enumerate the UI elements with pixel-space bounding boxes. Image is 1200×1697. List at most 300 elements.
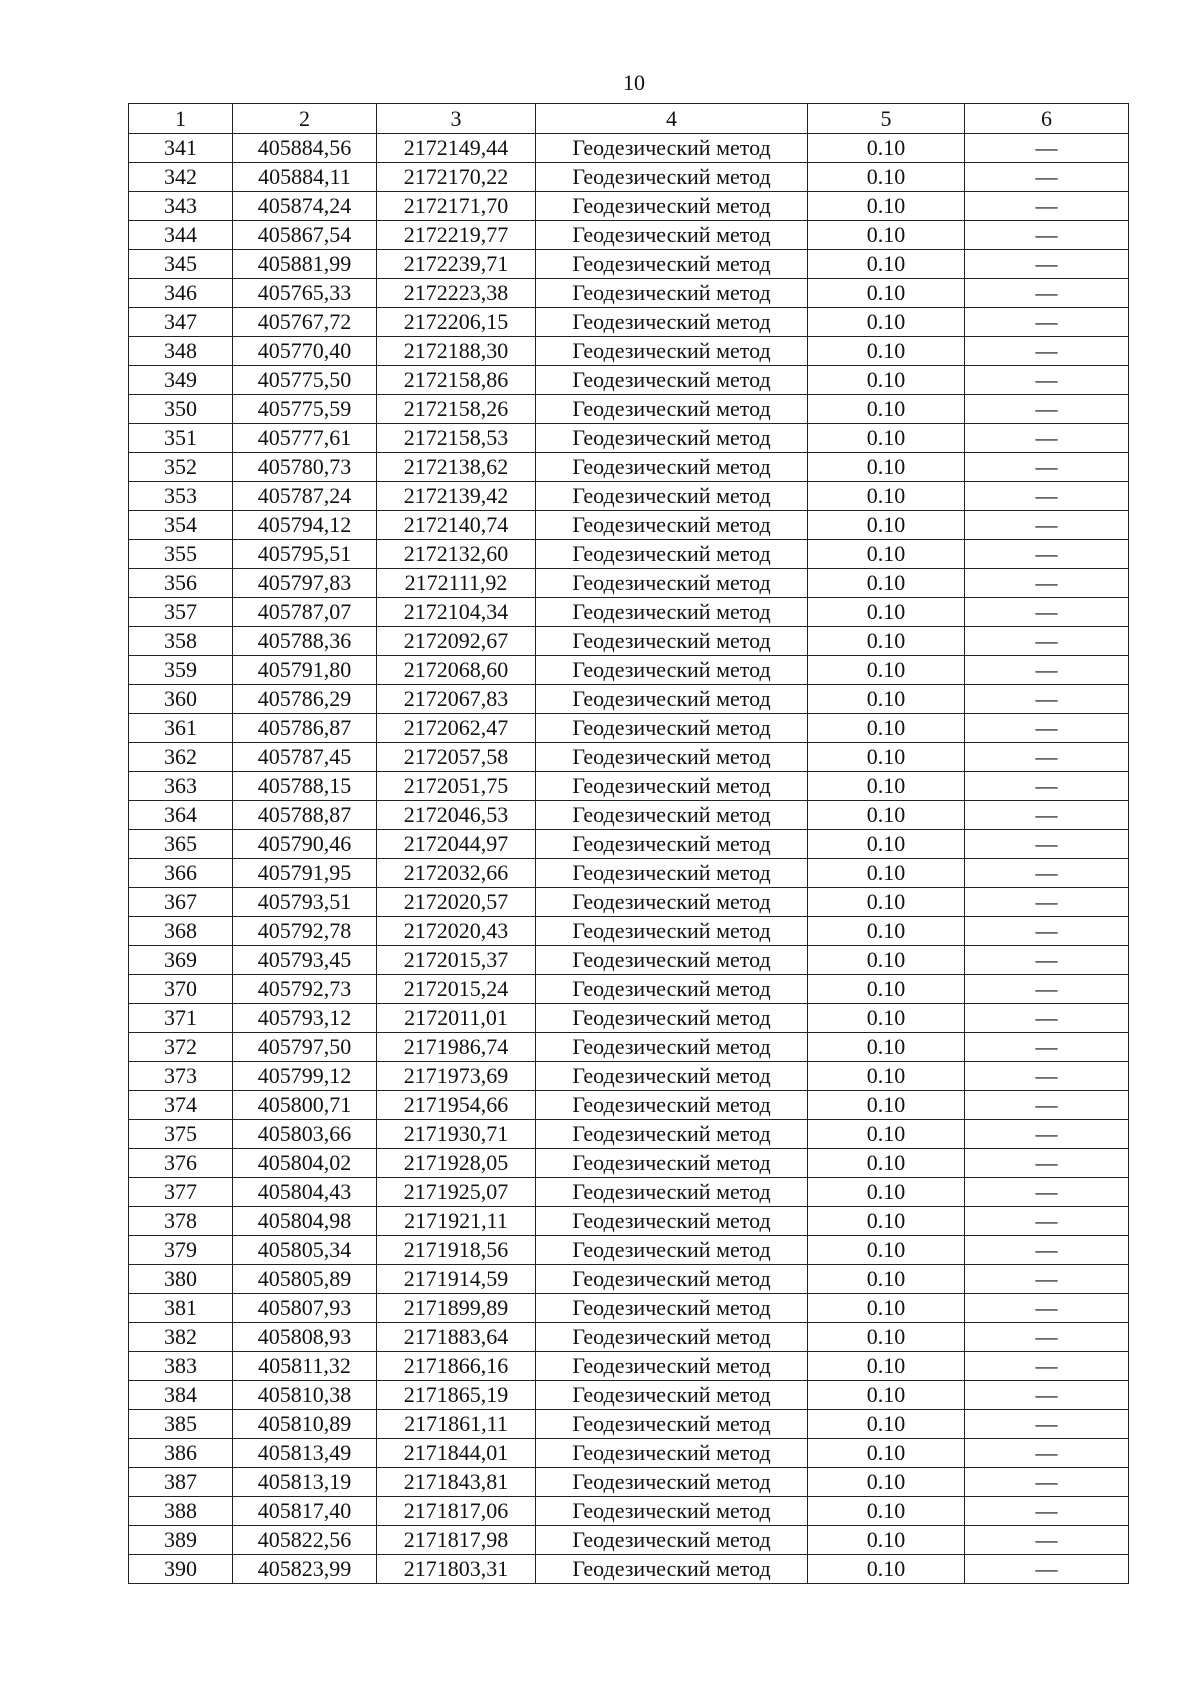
x-coordinate-cell: 405797,50 (233, 1033, 377, 1062)
method-cell: Геодезический метод (536, 366, 808, 395)
point-number-cell: 376 (129, 1149, 233, 1178)
note-cell: — (965, 453, 1129, 482)
x-coordinate-cell: 405788,15 (233, 772, 377, 801)
note-cell: — (965, 1236, 1129, 1265)
table-row (129, 308, 1129, 337)
y-coordinate-cell: 2172062,47 (377, 714, 536, 743)
accuracy-cell: 0.10 (808, 1352, 965, 1381)
y-coordinate-cell: 2172219,77 (377, 221, 536, 250)
y-coordinate-cell: 2171918,56 (377, 1236, 536, 1265)
coordinates-table (128, 103, 1129, 1584)
method-cell: Геодезический метод (536, 540, 808, 569)
accuracy-cell: 0.10 (808, 1468, 965, 1497)
accuracy-cell: 0.10 (808, 1178, 965, 1207)
table-row (129, 1149, 1129, 1178)
note-cell: — (965, 1004, 1129, 1033)
method-cell: Геодезический метод (536, 1497, 808, 1526)
method-cell: Геодезический метод (536, 1207, 808, 1236)
table-row (129, 192, 1129, 221)
y-coordinate-cell: 2172092,67 (377, 627, 536, 656)
method-cell: Геодезический метод (536, 946, 808, 975)
accuracy-cell: 0.10 (808, 830, 965, 859)
accuracy-cell: 0.10 (808, 1091, 965, 1120)
y-coordinate-cell: 2171865,19 (377, 1381, 536, 1410)
point-number-cell: 383 (129, 1352, 233, 1381)
accuracy-cell: 0.10 (808, 569, 965, 598)
column-header: 6 (965, 104, 1129, 134)
x-coordinate-cell: 405792,73 (233, 975, 377, 1004)
accuracy-cell: 0.10 (808, 685, 965, 714)
method-cell: Геодезический метод (536, 192, 808, 221)
table-row (129, 221, 1129, 250)
y-coordinate-cell: 2171930,71 (377, 1120, 536, 1149)
y-coordinate-cell: 2172132,60 (377, 540, 536, 569)
accuracy-cell: 0.10 (808, 1555, 965, 1584)
table-row (129, 743, 1129, 772)
x-coordinate-cell: 405804,43 (233, 1178, 377, 1207)
y-coordinate-cell: 2172067,83 (377, 685, 536, 714)
method-cell: Геодезический метод (536, 453, 808, 482)
point-number-cell: 374 (129, 1091, 233, 1120)
note-cell: — (965, 627, 1129, 656)
column-header: 5 (808, 104, 965, 134)
accuracy-cell: 0.10 (808, 598, 965, 627)
accuracy-cell: 0.10 (808, 801, 965, 830)
accuracy-cell: 0.10 (808, 1497, 965, 1526)
point-number-cell: 390 (129, 1555, 233, 1584)
x-coordinate-cell: 405788,87 (233, 801, 377, 830)
point-number-cell: 386 (129, 1439, 233, 1468)
method-cell: Геодезический метод (536, 1439, 808, 1468)
point-number-cell: 356 (129, 569, 233, 598)
column-header: 3 (377, 104, 536, 134)
note-cell: — (965, 395, 1129, 424)
y-coordinate-cell: 2172149,44 (377, 134, 536, 163)
point-number-cell: 345 (129, 250, 233, 279)
method-cell: Геодезический метод (536, 1236, 808, 1265)
accuracy-cell: 0.10 (808, 1265, 965, 1294)
y-coordinate-cell: 2172158,26 (377, 395, 536, 424)
accuracy-cell: 0.10 (808, 482, 965, 511)
x-coordinate-cell: 405800,71 (233, 1091, 377, 1120)
x-coordinate-cell: 405805,34 (233, 1236, 377, 1265)
y-coordinate-cell: 2171861,11 (377, 1410, 536, 1439)
method-cell: Геодезический метод (536, 859, 808, 888)
accuracy-cell: 0.10 (808, 163, 965, 192)
point-number-cell: 371 (129, 1004, 233, 1033)
method-cell: Геодезический метод (536, 511, 808, 540)
accuracy-cell: 0.10 (808, 917, 965, 946)
y-coordinate-cell: 2172068,60 (377, 656, 536, 685)
point-number-cell: 348 (129, 337, 233, 366)
table-row (129, 1497, 1129, 1526)
table-row (129, 598, 1129, 627)
accuracy-cell: 0.10 (808, 1004, 965, 1033)
point-number-cell: 385 (129, 1410, 233, 1439)
method-cell: Геодезический метод (536, 1004, 808, 1033)
x-coordinate-cell: 405792,78 (233, 917, 377, 946)
table-row (129, 395, 1129, 424)
method-cell: Геодезический метод (536, 1468, 808, 1497)
point-number-cell: 368 (129, 917, 233, 946)
point-number-cell: 387 (129, 1468, 233, 1497)
point-number-cell: 365 (129, 830, 233, 859)
table-row (129, 1468, 1129, 1497)
x-coordinate-cell: 405813,19 (233, 1468, 377, 1497)
point-number-cell: 369 (129, 946, 233, 975)
note-cell: — (965, 569, 1129, 598)
method-cell: Геодезический метод (536, 772, 808, 801)
accuracy-cell: 0.10 (808, 424, 965, 453)
x-coordinate-cell: 405787,07 (233, 598, 377, 627)
accuracy-cell: 0.10 (808, 1033, 965, 1062)
method-cell: Геодезический метод (536, 598, 808, 627)
note-cell: — (965, 540, 1129, 569)
table-row (129, 975, 1129, 1004)
method-cell: Геодезический метод (536, 163, 808, 192)
point-number-cell: 362 (129, 743, 233, 772)
note-cell: — (965, 163, 1129, 192)
x-coordinate-cell: 405799,12 (233, 1062, 377, 1091)
accuracy-cell: 0.10 (808, 1381, 965, 1410)
note-cell: — (965, 308, 1129, 337)
table-row (129, 163, 1129, 192)
accuracy-cell: 0.10 (808, 308, 965, 337)
point-number-cell: 380 (129, 1265, 233, 1294)
x-coordinate-cell: 405791,95 (233, 859, 377, 888)
table-row (129, 1265, 1129, 1294)
note-cell: — (965, 1178, 1129, 1207)
table-row (129, 859, 1129, 888)
table-row (129, 1062, 1129, 1091)
x-coordinate-cell: 405770,40 (233, 337, 377, 366)
note-cell: — (965, 917, 1129, 946)
y-coordinate-cell: 2172111,92 (377, 569, 536, 598)
x-coordinate-cell: 405793,51 (233, 888, 377, 917)
accuracy-cell: 0.10 (808, 337, 965, 366)
x-coordinate-cell: 405767,72 (233, 308, 377, 337)
point-number-cell: 359 (129, 656, 233, 685)
method-cell: Геодезический метод (536, 917, 808, 946)
y-coordinate-cell: 2172206,15 (377, 308, 536, 337)
note-cell: — (965, 859, 1129, 888)
x-coordinate-cell: 405790,46 (233, 830, 377, 859)
x-coordinate-cell: 405808,93 (233, 1323, 377, 1352)
method-cell: Геодезический метод (536, 743, 808, 772)
method-cell: Геодезический метод (536, 627, 808, 656)
point-number-cell: 389 (129, 1526, 233, 1555)
x-coordinate-cell: 405874,24 (233, 192, 377, 221)
x-coordinate-cell: 405804,98 (233, 1207, 377, 1236)
y-coordinate-cell: 2172139,42 (377, 482, 536, 511)
table-row (129, 279, 1129, 308)
note-cell: — (965, 1207, 1129, 1236)
column-header: 1 (129, 104, 233, 134)
accuracy-cell: 0.10 (808, 1149, 965, 1178)
note-cell: — (965, 1294, 1129, 1323)
x-coordinate-cell: 405794,12 (233, 511, 377, 540)
x-coordinate-cell: 405787,24 (233, 482, 377, 511)
point-number-cell: 366 (129, 859, 233, 888)
point-number-cell: 357 (129, 598, 233, 627)
accuracy-cell: 0.10 (808, 975, 965, 1004)
y-coordinate-cell: 2171899,89 (377, 1294, 536, 1323)
y-coordinate-cell: 2171914,59 (377, 1265, 536, 1294)
note-cell: — (965, 279, 1129, 308)
y-coordinate-cell: 2172011,01 (377, 1004, 536, 1033)
table-row (129, 482, 1129, 511)
accuracy-cell: 0.10 (808, 1323, 965, 1352)
y-coordinate-cell: 2171973,69 (377, 1062, 536, 1091)
method-cell: Геодезический метод (536, 250, 808, 279)
point-number-cell: 343 (129, 192, 233, 221)
accuracy-cell: 0.10 (808, 1207, 965, 1236)
table-row (129, 1555, 1129, 1584)
y-coordinate-cell: 2172188,30 (377, 337, 536, 366)
x-coordinate-cell: 405795,51 (233, 540, 377, 569)
x-coordinate-cell: 405787,45 (233, 743, 377, 772)
note-cell: — (965, 975, 1129, 1004)
y-coordinate-cell: 2172057,58 (377, 743, 536, 772)
accuracy-cell: 0.10 (808, 1062, 965, 1091)
point-number-cell: 384 (129, 1381, 233, 1410)
x-coordinate-cell: 405803,66 (233, 1120, 377, 1149)
y-coordinate-cell: 2172223,38 (377, 279, 536, 308)
method-cell: Геодезический метод (536, 424, 808, 453)
table-body (129, 134, 1129, 1584)
note-cell: — (965, 1352, 1129, 1381)
table-row (129, 1033, 1129, 1062)
point-number-cell: 364 (129, 801, 233, 830)
note-cell: — (965, 1439, 1129, 1468)
accuracy-cell: 0.10 (808, 888, 965, 917)
table-row (129, 540, 1129, 569)
y-coordinate-cell: 2171925,07 (377, 1178, 536, 1207)
table-row (129, 1410, 1129, 1439)
accuracy-cell: 0.10 (808, 859, 965, 888)
x-coordinate-cell: 405777,61 (233, 424, 377, 453)
method-cell: Геодезический метод (536, 482, 808, 511)
note-cell: — (965, 1526, 1129, 1555)
method-cell: Геодезический метод (536, 308, 808, 337)
table-row (129, 1526, 1129, 1555)
table-row (129, 656, 1129, 685)
y-coordinate-cell: 2171928,05 (377, 1149, 536, 1178)
table-row (129, 685, 1129, 714)
x-coordinate-cell: 405775,59 (233, 395, 377, 424)
point-number-cell: 353 (129, 482, 233, 511)
method-cell: Геодезический метод (536, 1120, 808, 1149)
y-coordinate-cell: 2172171,70 (377, 192, 536, 221)
point-number-cell: 346 (129, 279, 233, 308)
x-coordinate-cell: 405811,32 (233, 1352, 377, 1381)
table-row (129, 772, 1129, 801)
x-coordinate-cell: 405786,29 (233, 685, 377, 714)
accuracy-cell: 0.10 (808, 395, 965, 424)
point-number-cell: 360 (129, 685, 233, 714)
point-number-cell: 382 (129, 1323, 233, 1352)
y-coordinate-cell: 2171843,81 (377, 1468, 536, 1497)
accuracy-cell: 0.10 (808, 453, 965, 482)
note-cell: — (965, 1497, 1129, 1526)
table-row (129, 1323, 1129, 1352)
point-number-cell: 378 (129, 1207, 233, 1236)
point-number-cell: 341 (129, 134, 233, 163)
accuracy-cell: 0.10 (808, 1439, 965, 1468)
table-row (129, 1439, 1129, 1468)
accuracy-cell: 0.10 (808, 743, 965, 772)
method-cell: Геодезический метод (536, 221, 808, 250)
x-coordinate-cell: 405813,49 (233, 1439, 377, 1468)
table-row (129, 250, 1129, 279)
point-number-cell: 352 (129, 453, 233, 482)
method-cell: Геодезический метод (536, 801, 808, 830)
note-cell: — (965, 685, 1129, 714)
point-number-cell: 349 (129, 366, 233, 395)
point-number-cell: 347 (129, 308, 233, 337)
accuracy-cell: 0.10 (808, 946, 965, 975)
method-cell: Геодезический метод (536, 888, 808, 917)
x-coordinate-cell: 405805,89 (233, 1265, 377, 1294)
method-cell: Геодезический метод (536, 975, 808, 1004)
method-cell: Геодезический метод (536, 830, 808, 859)
method-cell: Геодезический метод (536, 1381, 808, 1410)
note-cell: — (965, 1091, 1129, 1120)
y-coordinate-cell: 2171954,66 (377, 1091, 536, 1120)
x-coordinate-cell: 405791,80 (233, 656, 377, 685)
method-cell: Геодезический метод (536, 1062, 808, 1091)
note-cell: — (965, 1120, 1129, 1149)
accuracy-cell: 0.10 (808, 1526, 965, 1555)
method-cell: Геодезический метод (536, 714, 808, 743)
y-coordinate-cell: 2172051,75 (377, 772, 536, 801)
table-row (129, 569, 1129, 598)
y-coordinate-cell: 2172239,71 (377, 250, 536, 279)
method-cell: Геодезический метод (536, 1555, 808, 1584)
table-row (129, 1236, 1129, 1265)
method-cell: Геодезический метод (536, 1265, 808, 1294)
table-row (129, 366, 1129, 395)
point-number-cell: 350 (129, 395, 233, 424)
note-cell: — (965, 1033, 1129, 1062)
method-cell: Геодезический метод (536, 1294, 808, 1323)
accuracy-cell: 0.10 (808, 250, 965, 279)
note-cell: — (965, 482, 1129, 511)
x-coordinate-cell: 405780,73 (233, 453, 377, 482)
table-row (129, 1091, 1129, 1120)
accuracy-cell: 0.10 (808, 627, 965, 656)
method-cell: Геодезический метод (536, 656, 808, 685)
note-cell: — (965, 830, 1129, 859)
point-number-cell: 388 (129, 1497, 233, 1526)
column-header: 2 (233, 104, 377, 134)
x-coordinate-cell: 405817,40 (233, 1497, 377, 1526)
accuracy-cell: 0.10 (808, 1410, 965, 1439)
x-coordinate-cell: 405810,89 (233, 1410, 377, 1439)
accuracy-cell: 0.10 (808, 221, 965, 250)
x-coordinate-cell: 405867,54 (233, 221, 377, 250)
y-coordinate-cell: 2172044,97 (377, 830, 536, 859)
y-coordinate-cell: 2172015,24 (377, 975, 536, 1004)
note-cell: — (965, 946, 1129, 975)
table-row (129, 337, 1129, 366)
x-coordinate-cell: 405793,45 (233, 946, 377, 975)
table-row (129, 1178, 1129, 1207)
y-coordinate-cell: 2172138,62 (377, 453, 536, 482)
table-header-row (129, 104, 1129, 134)
table-row (129, 1381, 1129, 1410)
note-cell: — (965, 1062, 1129, 1091)
point-number-cell: 363 (129, 772, 233, 801)
y-coordinate-cell: 2172170,22 (377, 163, 536, 192)
x-coordinate-cell: 405793,12 (233, 1004, 377, 1033)
point-number-cell: 355 (129, 540, 233, 569)
point-number-cell: 370 (129, 975, 233, 1004)
point-number-cell: 367 (129, 888, 233, 917)
note-cell: — (965, 366, 1129, 395)
x-coordinate-cell: 405775,50 (233, 366, 377, 395)
table-row (129, 627, 1129, 656)
table-row (129, 830, 1129, 859)
table-row (129, 1352, 1129, 1381)
method-cell: Геодезический метод (536, 1033, 808, 1062)
point-number-cell: 342 (129, 163, 233, 192)
y-coordinate-cell: 2171986,74 (377, 1033, 536, 1062)
y-coordinate-cell: 2171803,31 (377, 1555, 536, 1584)
table-row (129, 1120, 1129, 1149)
point-number-cell: 372 (129, 1033, 233, 1062)
table-row (129, 1207, 1129, 1236)
point-number-cell: 351 (129, 424, 233, 453)
accuracy-cell: 0.10 (808, 540, 965, 569)
note-cell: — (965, 714, 1129, 743)
x-coordinate-cell: 405797,83 (233, 569, 377, 598)
note-cell: — (965, 1323, 1129, 1352)
note-cell: — (965, 801, 1129, 830)
note-cell: — (965, 337, 1129, 366)
point-number-cell: 379 (129, 1236, 233, 1265)
table-row (129, 917, 1129, 946)
y-coordinate-cell: 2172032,66 (377, 859, 536, 888)
point-number-cell: 344 (129, 221, 233, 250)
note-cell: — (965, 1265, 1129, 1294)
table-row (129, 801, 1129, 830)
y-coordinate-cell: 2171817,98 (377, 1526, 536, 1555)
y-coordinate-cell: 2172046,53 (377, 801, 536, 830)
y-coordinate-cell: 2172020,43 (377, 917, 536, 946)
note-cell: — (965, 1381, 1129, 1410)
method-cell: Геодезический метод (536, 1410, 808, 1439)
y-coordinate-cell: 2172158,86 (377, 366, 536, 395)
method-cell: Геодезический метод (536, 1526, 808, 1555)
method-cell: Геодезический метод (536, 1091, 808, 1120)
point-number-cell: 358 (129, 627, 233, 656)
point-number-cell: 381 (129, 1294, 233, 1323)
table-row (129, 424, 1129, 453)
note-cell: — (965, 250, 1129, 279)
accuracy-cell: 0.10 (808, 192, 965, 221)
y-coordinate-cell: 2172015,37 (377, 946, 536, 975)
point-number-cell: 361 (129, 714, 233, 743)
point-number-cell: 354 (129, 511, 233, 540)
table-row (129, 946, 1129, 975)
accuracy-cell: 0.10 (808, 1294, 965, 1323)
method-cell: Геодезический метод (536, 1323, 808, 1352)
note-cell: — (965, 1468, 1129, 1497)
note-cell: — (965, 598, 1129, 627)
y-coordinate-cell: 2171866,16 (377, 1352, 536, 1381)
note-cell: — (965, 424, 1129, 453)
